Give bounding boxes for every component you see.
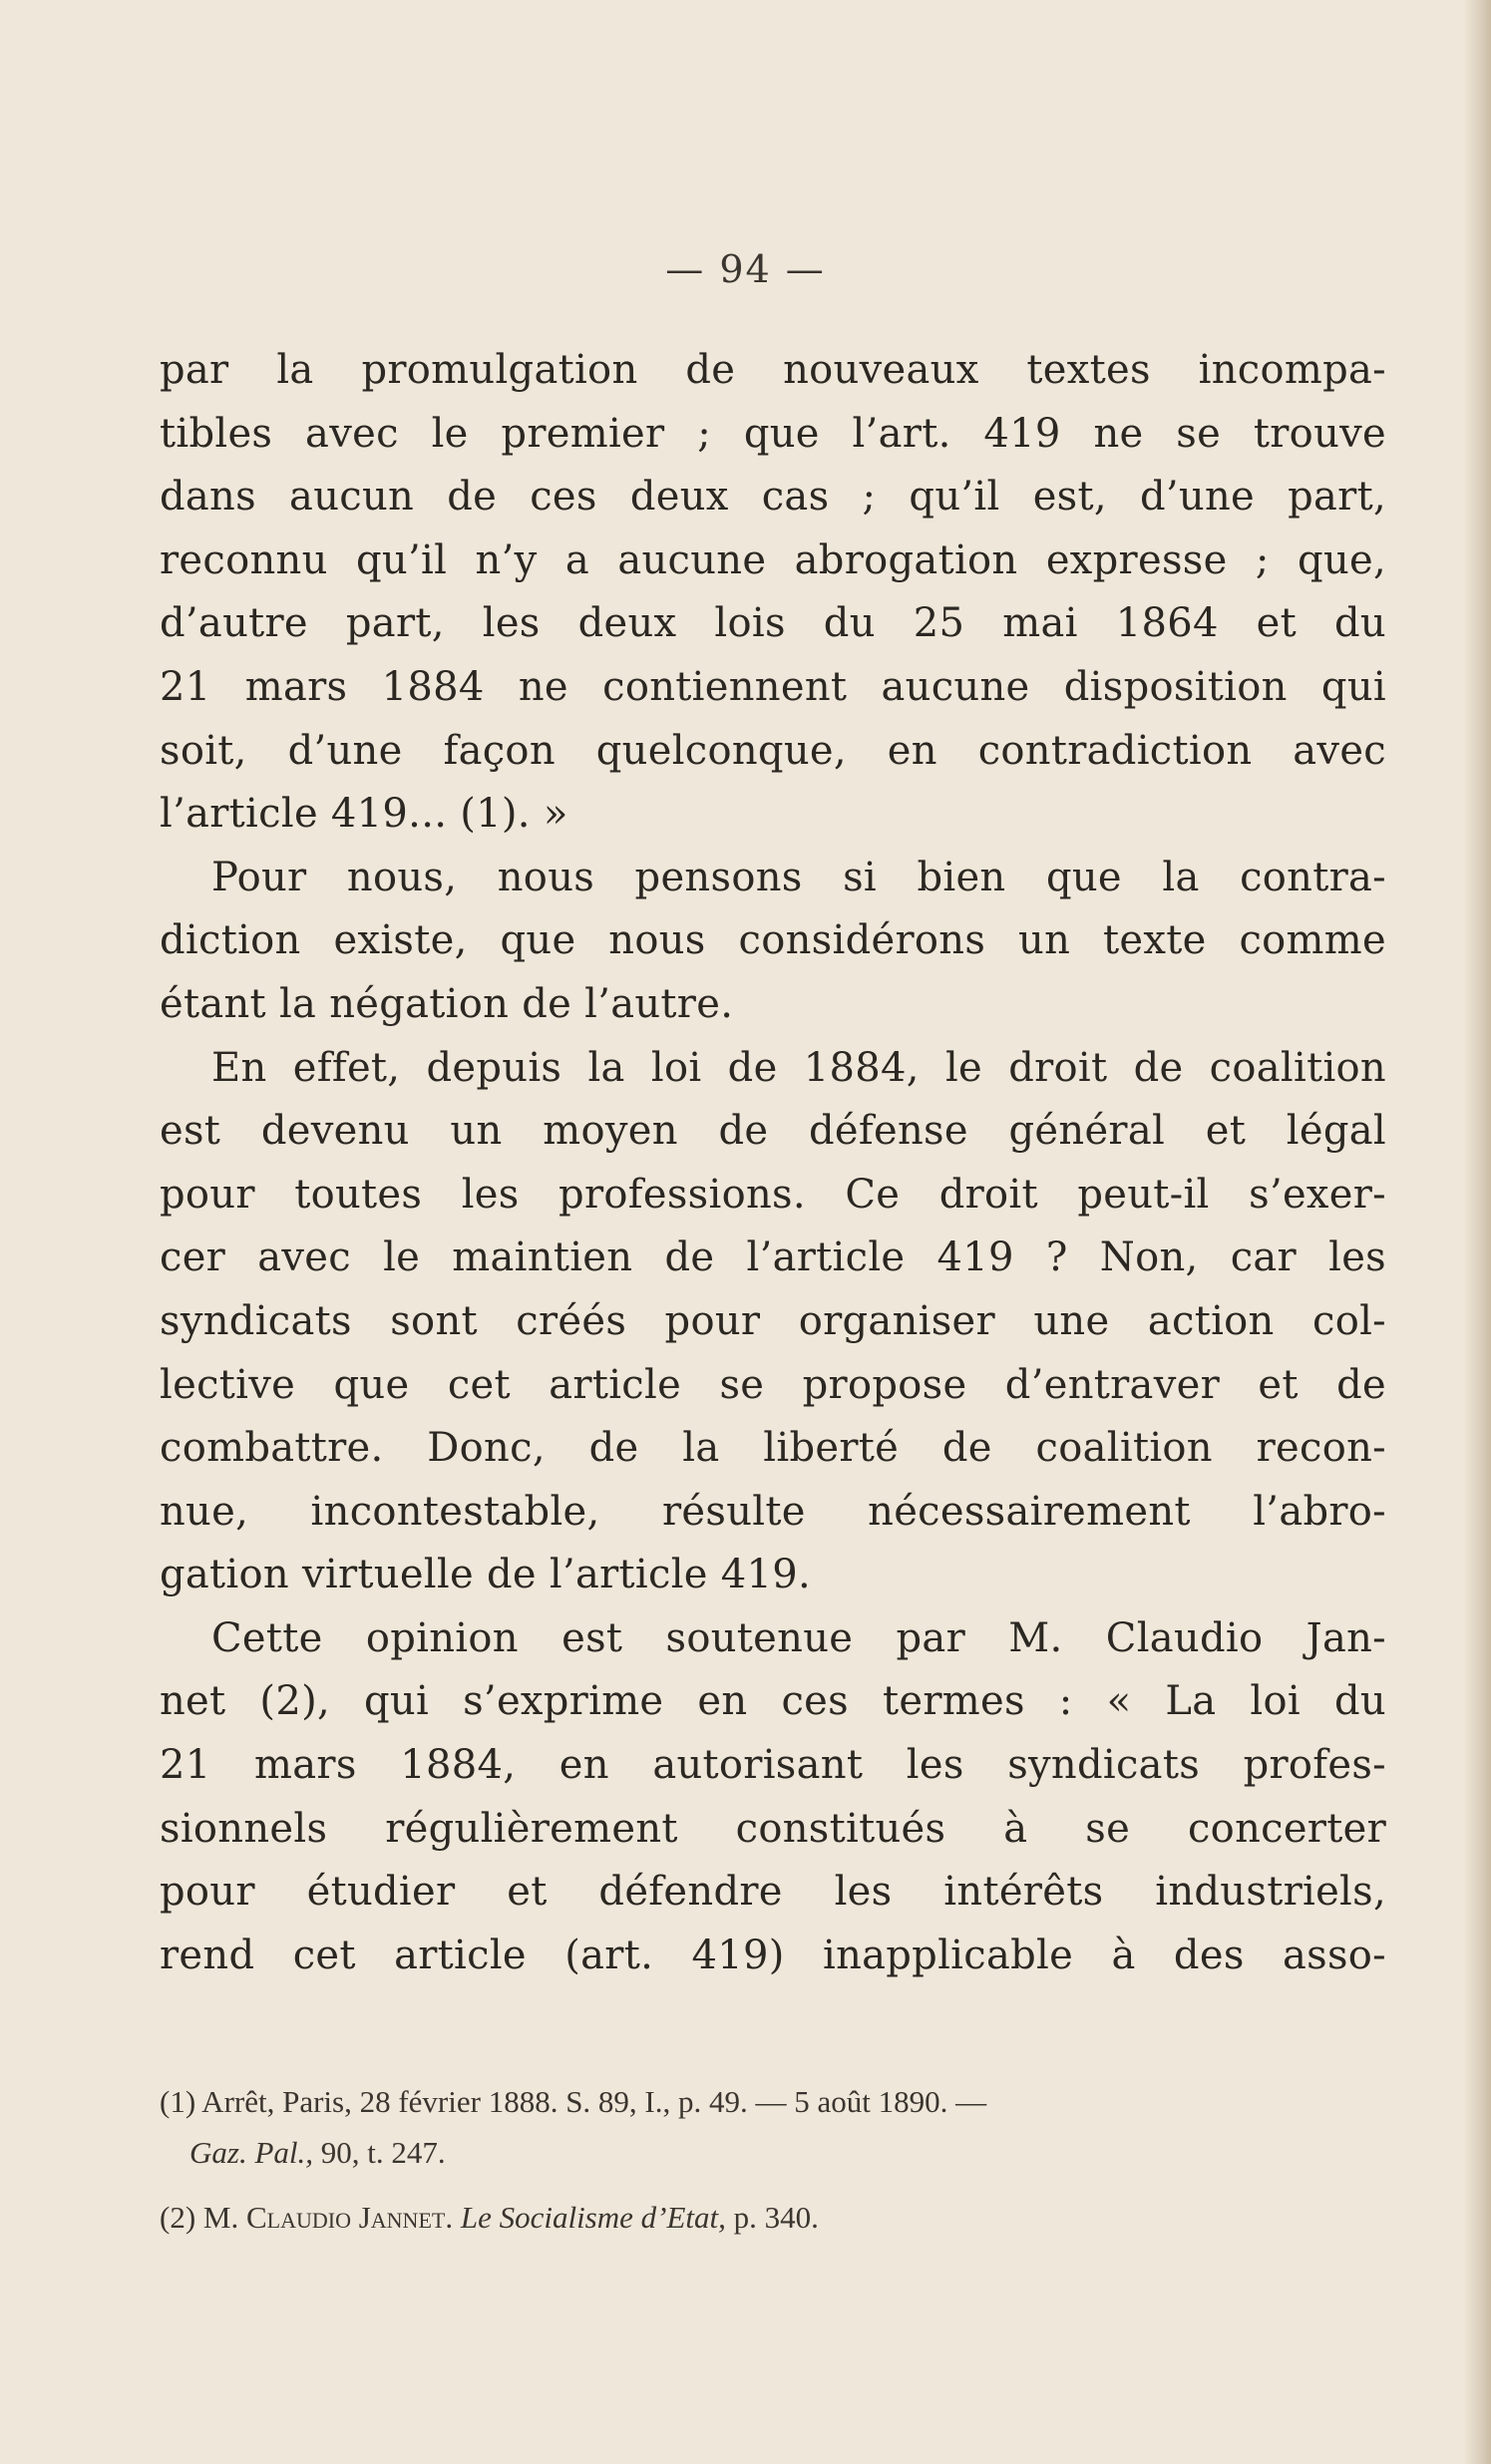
text-line: En effet, depuis la loi de 1884, le droit de coalition bbox=[211, 1044, 1386, 1091]
text-line: rend cet article (art. 419) inapplicable à des asso- bbox=[160, 1932, 1386, 1978]
footnote-2 bbox=[160, 2192, 1386, 2243]
page-edge-shadow bbox=[1463, 0, 1491, 2464]
text-line: 21 mars 1884 ne contiennent aucune disposition qui bbox=[160, 663, 1386, 710]
footnote-2-title: Le Socialisme d’Etat, bbox=[460, 2200, 726, 2235]
text-line: étant la négation de l’autre. bbox=[160, 980, 734, 1027]
text-line: reconnu qu’il n’y a aucune abrogation expresse ; que, bbox=[160, 536, 1386, 583]
text-line: d’autre part, les deux lois du 25 mai 1864 et du bbox=[160, 600, 1386, 647]
text-line: pour étudier et défendre les intérêts industriels, bbox=[160, 1869, 1386, 1916]
footnotes bbox=[160, 2076, 1386, 2243]
text-line: net (2), qui s’exprime en ces termes : « La loi du bbox=[160, 1678, 1386, 1725]
footnote-2-prefix: (2) M. bbox=[160, 2200, 246, 2235]
text-line: combattre. Donc, de la liberté de coalition recon- bbox=[160, 1425, 1386, 1472]
text-line: dans aucun de ces deux cas ; qu’il est, d’une part, bbox=[160, 474, 1386, 521]
text-line: 21 mars 1884, en autorisant les syndicats profes- bbox=[160, 1742, 1386, 1789]
text-line: l’article 419... (1). » bbox=[160, 791, 568, 838]
text-line: cer avec le maintien de l’article 419 ? Non, car les bbox=[160, 1234, 1386, 1281]
footnote-1-line-1: (1) Arrêt, Paris, 28 février 1888. S. 89, I., p. 49. — 5 août 1890. — bbox=[160, 2084, 987, 2119]
footnote-1-line-2 bbox=[160, 2127, 1386, 2178]
text-line: syndicats sont créés pour organiser une action col- bbox=[160, 1297, 1386, 1344]
body-text bbox=[160, 339, 1386, 1987]
footnote-1-volume: 90, t. 247. bbox=[313, 2135, 446, 2170]
text-line: diction existe, que nous considérons un texte comme bbox=[160, 917, 1386, 964]
text-line: est devenu un moyen de défense général et légal bbox=[160, 1108, 1386, 1155]
text-line: sionnels régulièrement constitués à se concerter bbox=[160, 1805, 1386, 1852]
text-line: par la promulgation de nouveaux textes incompa- bbox=[160, 347, 1386, 393]
text-line: Pour nous, nous pensons si bien que la contra- bbox=[211, 854, 1386, 900]
text-line: soit, d’une façon quelconque, en contradiction avec bbox=[160, 727, 1386, 774]
footnote-2-separator: . bbox=[445, 2200, 461, 2235]
text-line: gation virtuelle de l’article 419. bbox=[160, 1552, 812, 1598]
text-line: tibles avec le premier ; que l’art. 419 ne se trouve bbox=[160, 410, 1386, 457]
page-number: — 94 — bbox=[665, 247, 826, 291]
footnote-1-source: Gaz. Pal., bbox=[189, 2135, 313, 2170]
text-line: lective que cet article se propose d’entraver et de bbox=[160, 1361, 1386, 1408]
footnote-2-author: Claudio Jannet bbox=[245, 2200, 446, 2235]
footnote-2-page: p. 340. bbox=[725, 2200, 819, 2235]
text-line: Cette opinion est soutenue par M. Claudio Jan- bbox=[211, 1614, 1386, 1661]
text-line: pour toutes les professions. Ce droit peut-il s’exer- bbox=[160, 1171, 1386, 1218]
text-line: nue, incontestable, résulte nécessairement l’abro- bbox=[160, 1488, 1386, 1535]
